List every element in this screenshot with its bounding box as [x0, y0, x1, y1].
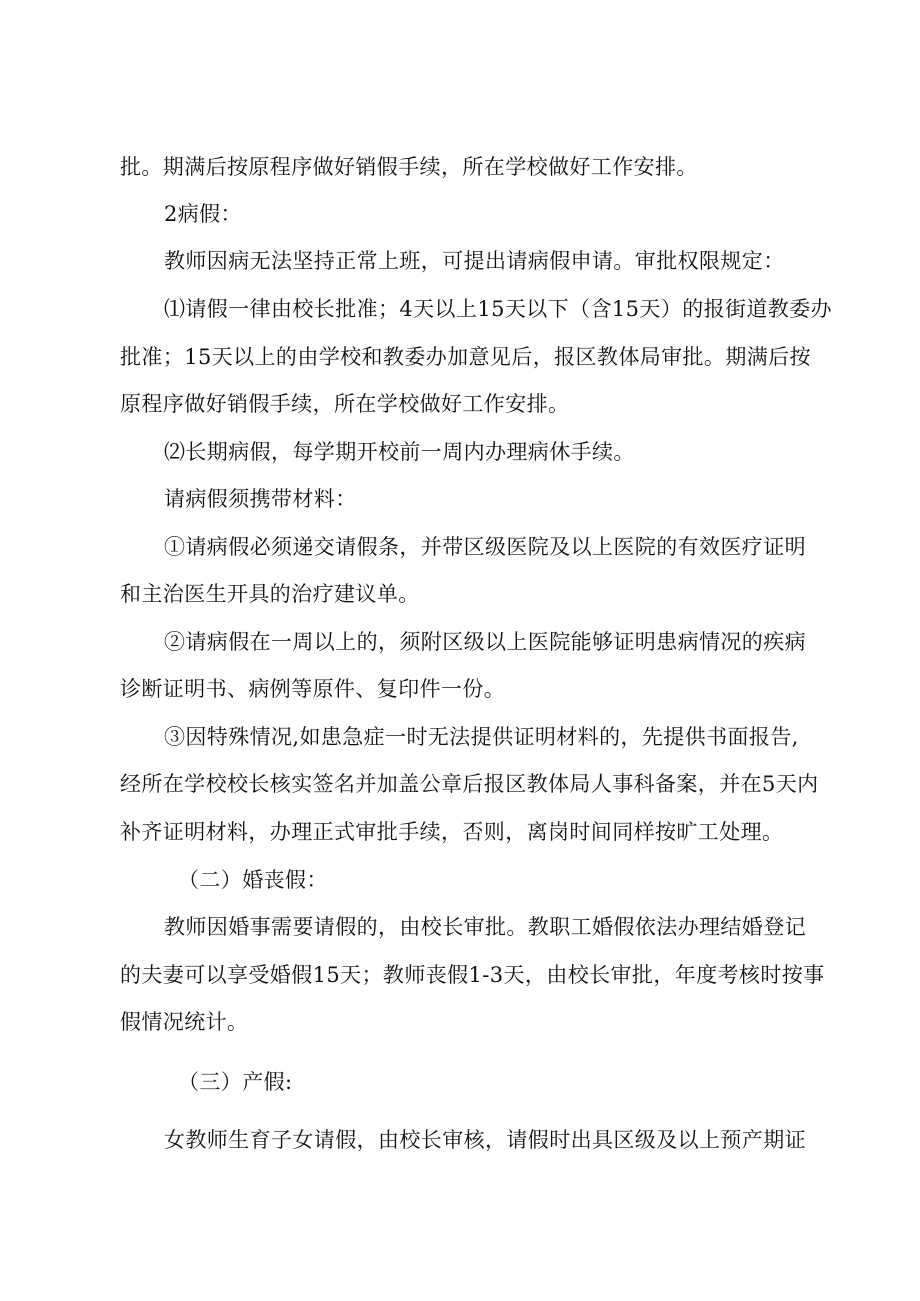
text-line: 经所在学校校长核实签名并加盖公章后报区教体局人事科备案，并在5天内 — [120, 772, 819, 796]
list-item: ③因特殊情况,如患急症一时无法提供证明材料的，先提供书面报告, — [164, 725, 799, 749]
list-item: ⑵长期病假，每学期开校前一周内办理病休手续。 — [164, 440, 635, 464]
text-line: 假情况统计。 — [120, 1010, 249, 1034]
text-line: 和主治医生开具的治疗建议单。 — [120, 582, 420, 606]
text-line: 教师因病无法坚持正常上班，可提出请病假申请。审批权限规定： — [164, 249, 785, 273]
text-line: 的夫妻可以享受婚假15天；教师丧假1-3天，由校长审批，年度考核时按事 — [120, 963, 825, 987]
text-line: 女教师生育子女请假，由校长审核，请假时出具区级及以上预产期证 — [164, 1128, 806, 1152]
text-line: 教师因婚事需要请假的，由校长审批。教职工婚假依法办理结婚登记 — [164, 915, 806, 939]
text-line: 诊断证明书、病例等原件、复印件一份。 — [120, 677, 506, 701]
list-item: ②请病假在一周以上的，须附区级以上医院能够证明患病情况的疾病 — [164, 630, 806, 654]
list-item: ①请病假必须递交请假条，并带区级医院及以上医院的有效医疗证明 — [164, 535, 806, 559]
list-item: ⑴请假一律由校长批准；4天以上15天以下（含15天）的报街道教委办 — [164, 297, 833, 321]
text-line: 补齐证明材料，办理正式审批手续，否则，离岗时间同样按旷工处理。 — [120, 820, 784, 844]
text-line: 批。期满后按原程序做好销假手续，所在学校做好工作安排。 — [120, 155, 698, 179]
section-heading: 2病假： — [164, 202, 242, 226]
section-heading: （二）婚丧假： — [178, 868, 328, 892]
text-line: 原程序做好销假手续，所在学校做好工作安排。 — [120, 392, 570, 416]
text-line: 请病假须携带材料： — [164, 487, 357, 511]
text-line: 批准；15天以上的由学校和教委办加意见后，报区教体局审批。期满后按 — [120, 345, 811, 369]
section-heading: （三）产假: — [178, 1070, 293, 1094]
